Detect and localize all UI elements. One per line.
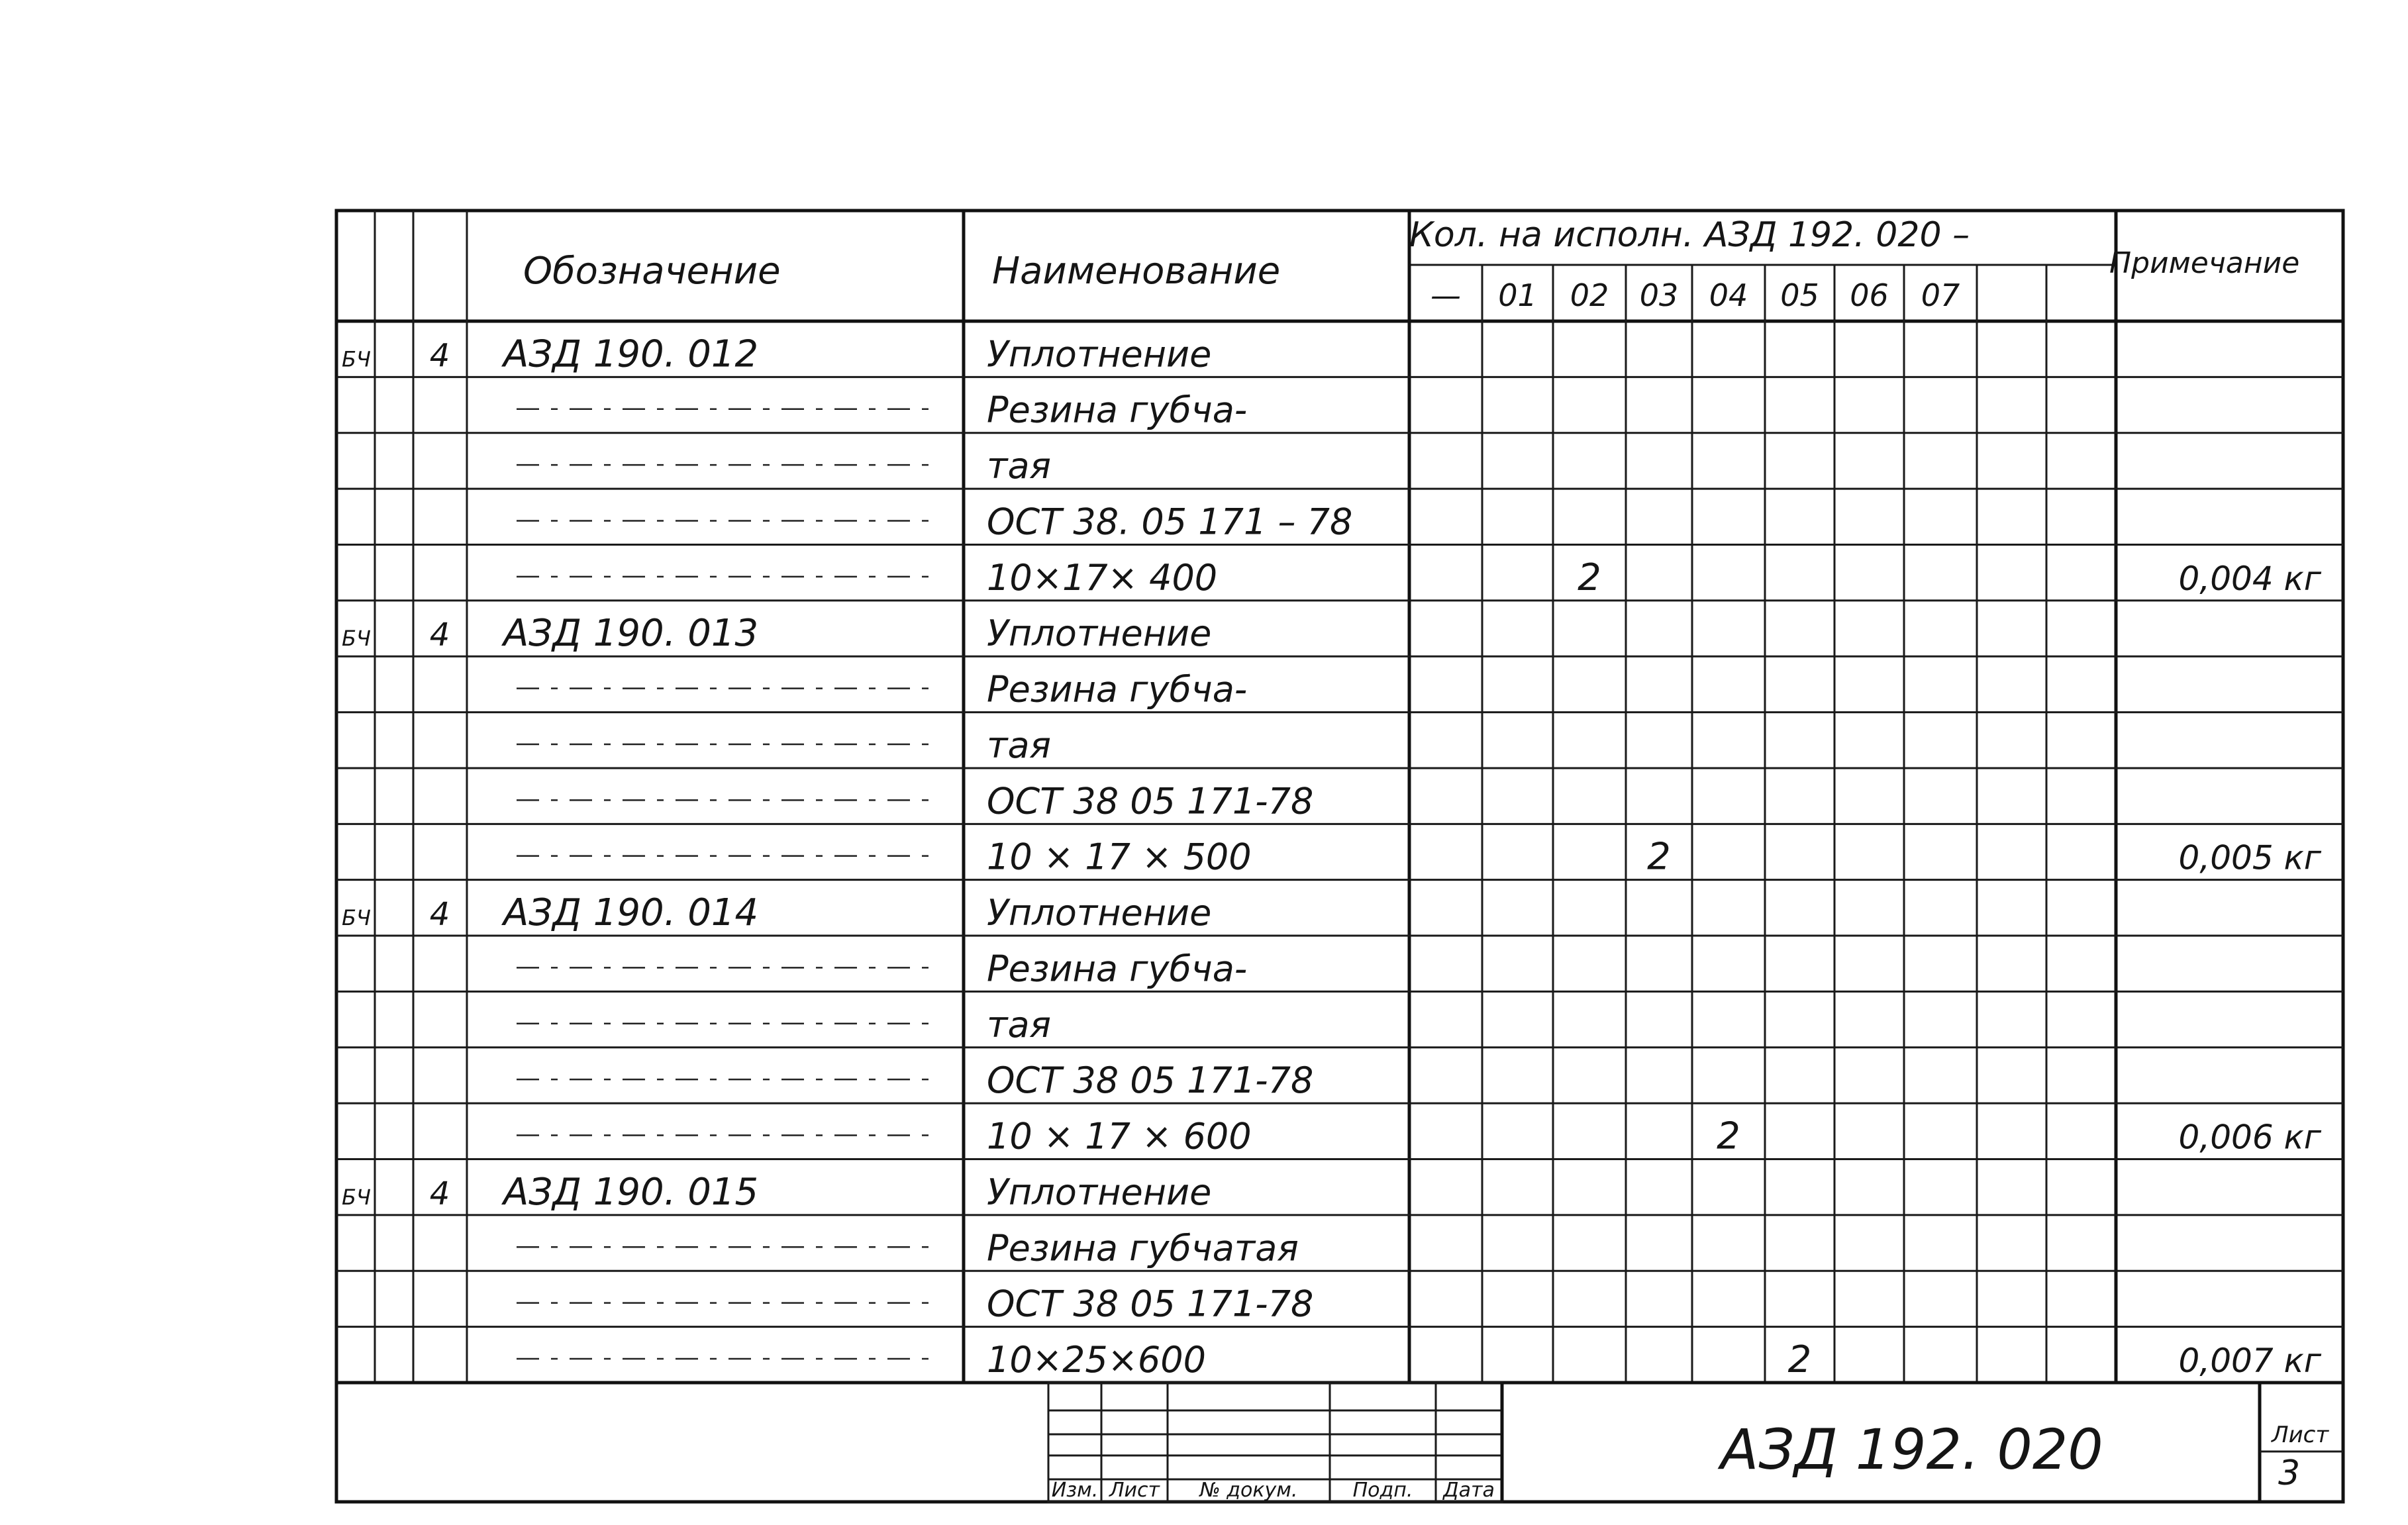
title-block-label: Изм. [1051, 1479, 1099, 1502]
row-position: 4 [429, 1175, 450, 1212]
table-row [517, 389, 1247, 431]
variant-label: 07 [1921, 277, 1960, 313]
variant-labels [1430, 277, 1960, 313]
row-name: Уплотнение [987, 1171, 1212, 1213]
row-note: 0,005 кг [2178, 838, 2321, 877]
variant-label: 05 [1780, 277, 1819, 313]
row-name: тая [987, 724, 1052, 766]
row-name: 10 × 17 × 600 [987, 1115, 1252, 1157]
row-designation: АЗД 190. 013 [503, 612, 759, 656]
table-row [517, 780, 1313, 822]
variant-label: 02 [1570, 277, 1609, 313]
row-position: 4 [429, 616, 450, 654]
header-name: Наименование [992, 250, 1281, 293]
row-name: тая [987, 1003, 1052, 1046]
table-row [517, 501, 1352, 542]
row-name: ОСТ 38 05 171-78 [987, 1059, 1314, 1102]
table-row [517, 1115, 2322, 1158]
variant-label: 01 [1498, 277, 1537, 313]
row-name: Резина губча- [987, 389, 1248, 431]
row-name: Уплотнение [987, 892, 1212, 934]
table-row [517, 669, 1247, 711]
table-row [342, 891, 1211, 934]
row-zone: БЧ [342, 346, 371, 372]
row-designation: АЗД 190. 014 [503, 891, 759, 935]
row-note: 0,006 кг [2178, 1118, 2321, 1157]
row-quantity: 2 [1647, 835, 1671, 879]
table-body [342, 332, 2322, 1381]
variant-label: 06 [1850, 277, 1889, 313]
row-name: ОСТ 38. 05 171 – 78 [987, 501, 1353, 543]
table-row [517, 948, 1247, 989]
sheet-number: 3 [2278, 1453, 2301, 1493]
table-row [342, 612, 1211, 655]
header-qty-title: Кол. на исполн. АЗД 192. 020 – [1409, 215, 1970, 255]
table-row [517, 836, 2322, 879]
row-name: 10×17× 400 [987, 556, 1218, 599]
row-name: тая [987, 445, 1052, 487]
row-name: Уплотнение [987, 613, 1212, 655]
title-block-label: № докум. [1199, 1479, 1298, 1502]
variant-label: 04 [1709, 277, 1748, 313]
row-name: ОСТ 38 05 171-78 [987, 1283, 1314, 1325]
row-position: 4 [429, 337, 450, 375]
table-row [517, 724, 1051, 766]
header-designation: Обозначение [523, 250, 781, 293]
title-block-label: Подп. [1352, 1479, 1413, 1502]
row-name: ОСТ 38 05 171-78 [987, 780, 1314, 822]
row-quantity: 2 [1787, 1338, 1812, 1381]
title-block-label: Дата [1443, 1479, 1495, 1502]
row-note: 0,004 кг [2178, 559, 2321, 598]
row-note: 0,007 кг [2178, 1342, 2321, 1380]
row-name: Резина губча- [987, 948, 1248, 990]
row-name: Резина губчатая [987, 1227, 1299, 1269]
table-row [517, 1227, 1299, 1269]
variant-label: 03 [1639, 277, 1679, 313]
header-note: Примечание [2109, 246, 2300, 280]
table-row [517, 1338, 2322, 1381]
table-row [517, 1059, 1313, 1101]
table-row [517, 445, 1051, 487]
row-name: Уплотнение [987, 333, 1212, 375]
title-block [336, 1383, 2343, 1502]
table-row [342, 1171, 1211, 1214]
doc-number: АЗД 192. 020 [1721, 1417, 2103, 1482]
row-name: Резина губча- [987, 668, 1248, 711]
table-row [517, 1283, 1313, 1325]
row-name: 10×25×600 [987, 1339, 1206, 1381]
row-zone: БЧ [342, 1184, 371, 1210]
row-designation: АЗД 190. 012 [503, 332, 759, 376]
sheet-label: Лист [2272, 1422, 2329, 1448]
row-designation: АЗД 190. 015 [503, 1170, 759, 1214]
title-block-label: Лист [1109, 1479, 1160, 1502]
variant-label: — [1430, 277, 1461, 313]
row-quantity: 2 [1717, 1114, 1740, 1158]
table-row [517, 1004, 1051, 1046]
row-name: 10 × 17 × 500 [987, 836, 1252, 878]
table-row [342, 332, 1211, 375]
row-zone: БЧ [342, 905, 371, 931]
row-quantity: 2 [1578, 556, 1601, 599]
row-zone: БЧ [342, 626, 371, 652]
table-row [517, 556, 2322, 599]
row-position: 4 [429, 896, 450, 934]
